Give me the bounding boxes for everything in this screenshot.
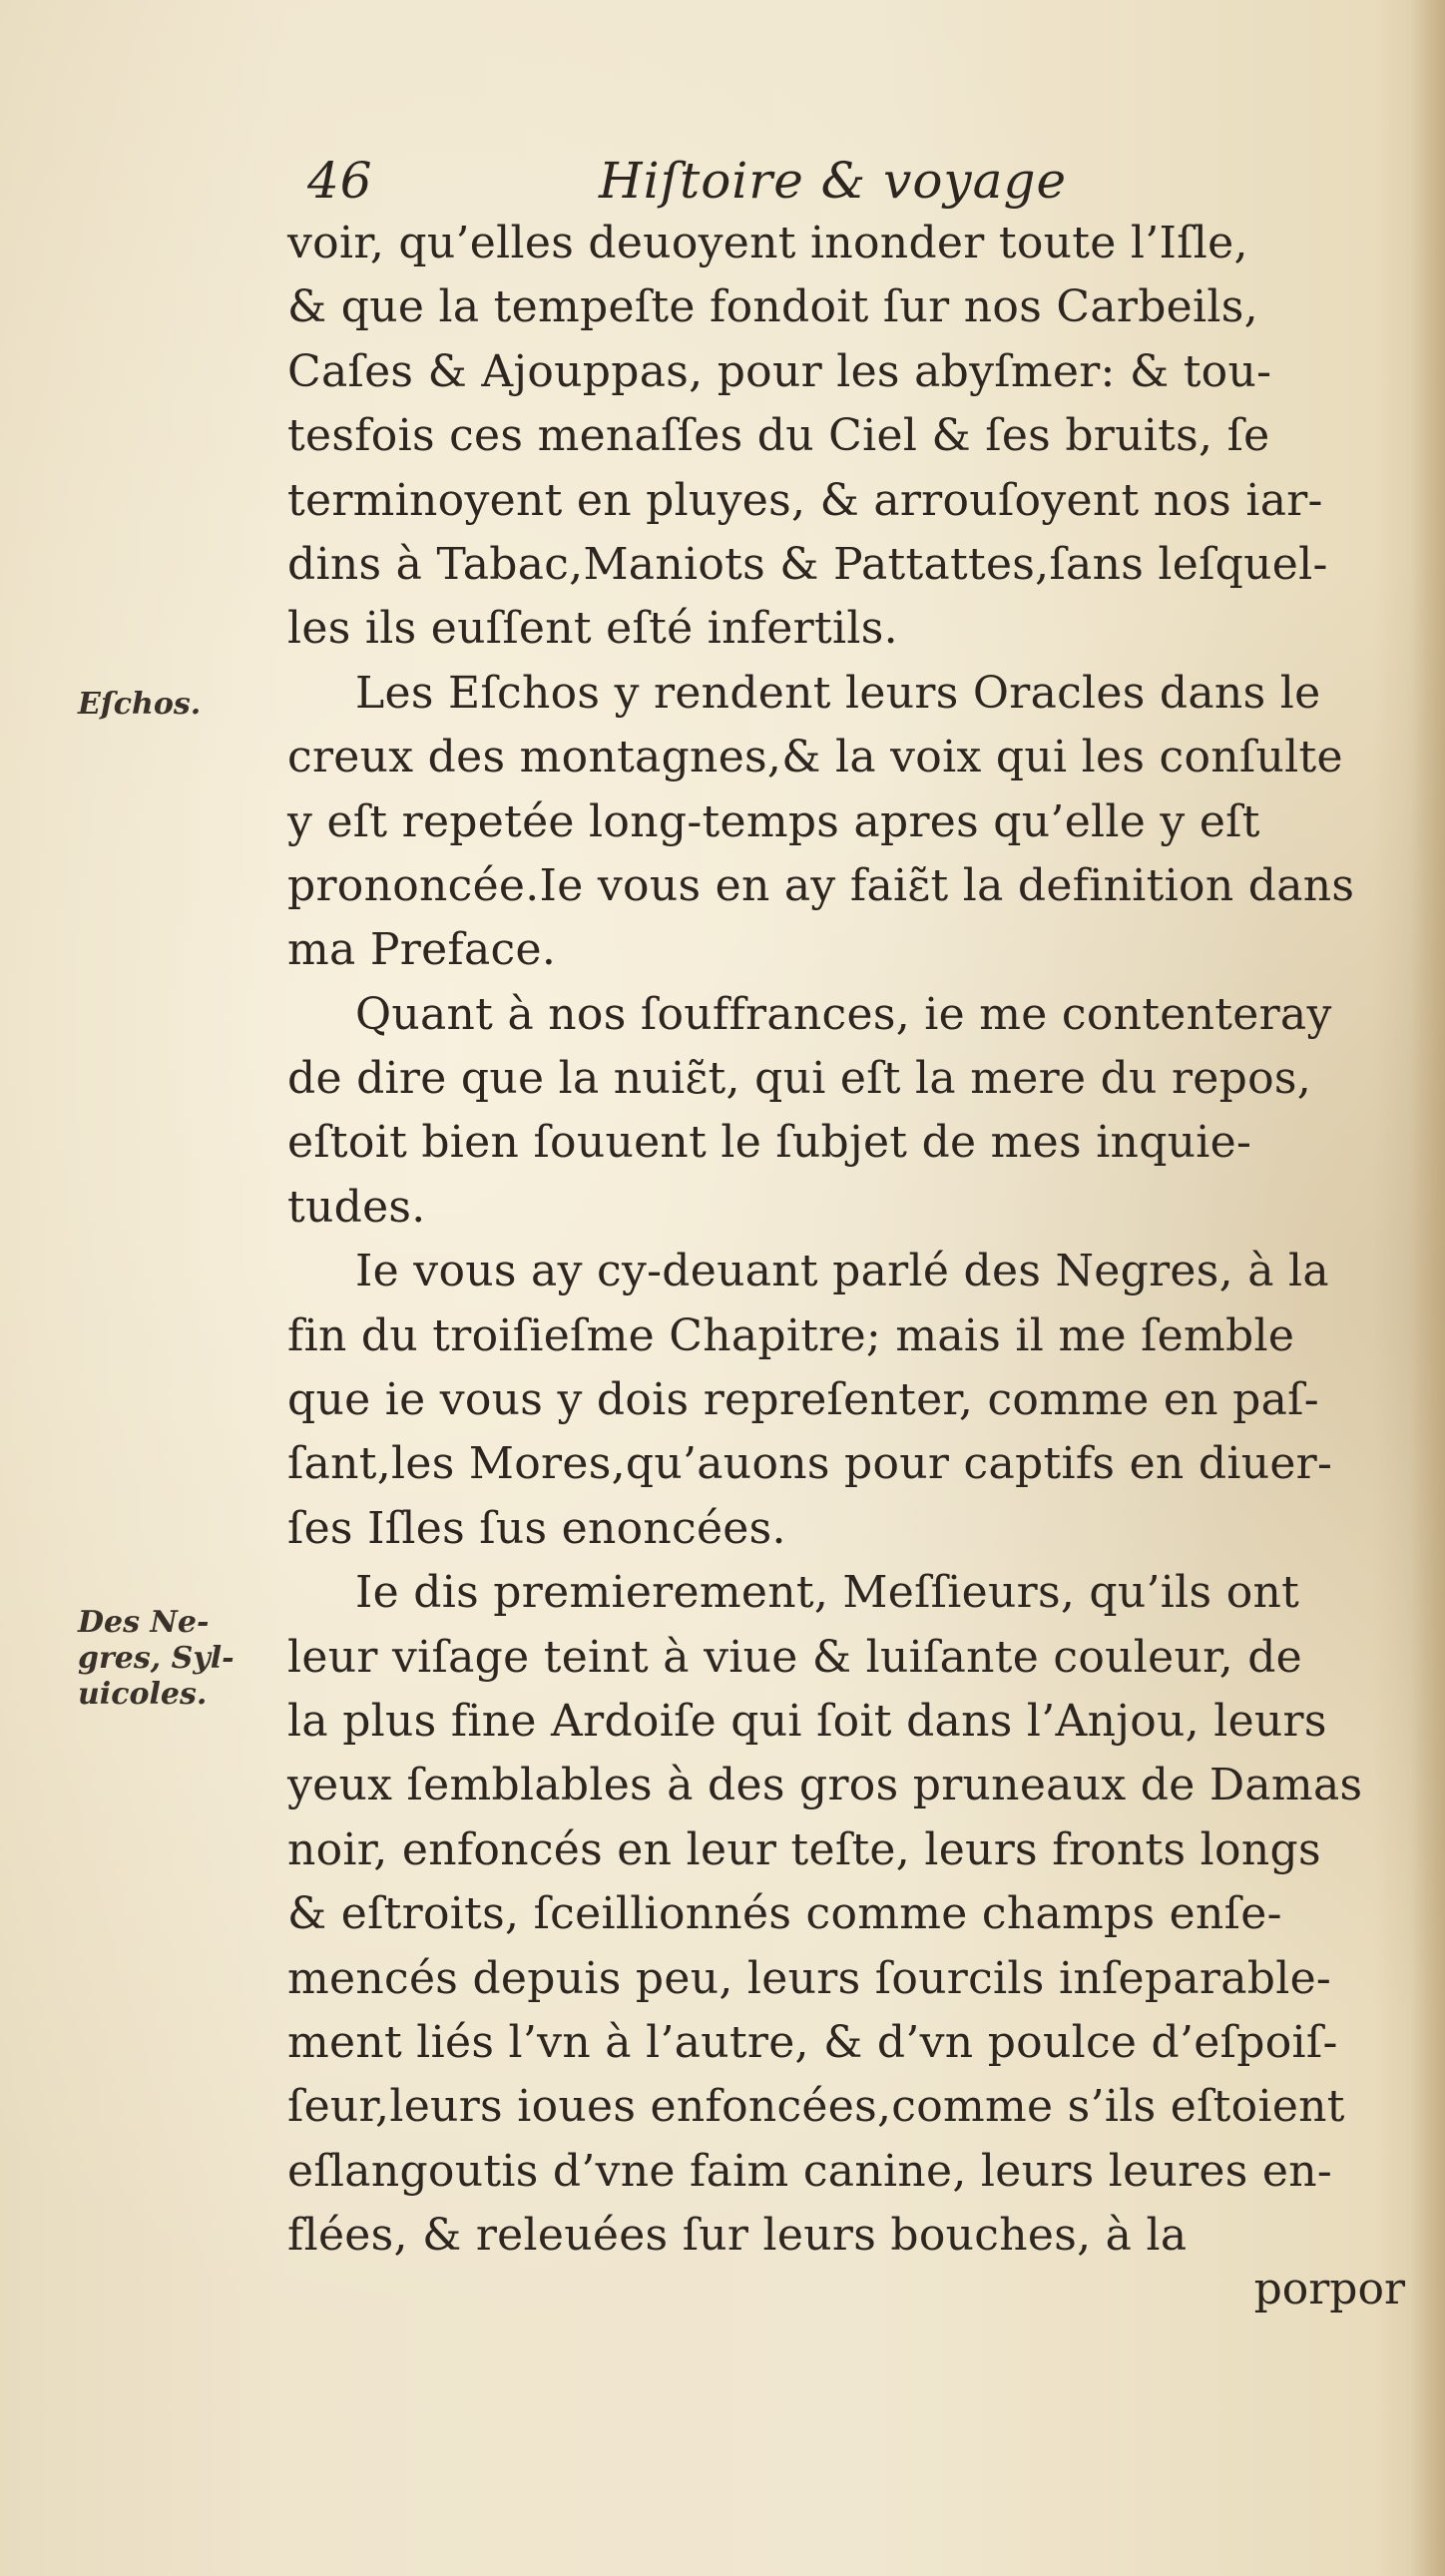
text-line: tudes. bbox=[287, 1181, 426, 1233]
running-title: Hiſtoire & voyage bbox=[599, 152, 1068, 210]
text-line: flées, & releuées ſur leurs bouches, à la bbox=[287, 2210, 1188, 2262]
text-line: fin du troiſieſme Chapitre; mais il me ſemble bbox=[287, 1309, 1295, 1361]
text-line: Quant à nos ſouffrances, ie me contenteray bbox=[355, 988, 1332, 1040]
text-line: de dire que la nuiɛ̃t, qui eſt la mere du repos, bbox=[287, 1053, 1312, 1105]
text-line: ma Preface. bbox=[287, 924, 557, 976]
text-line: mencés depuis peu, leurs ſourcils inſeparable- bbox=[287, 1952, 1332, 2004]
body-text bbox=[287, 212, 1415, 2269]
catchword: porpor bbox=[1253, 2264, 1405, 2315]
text-line: y eſt repetée long-temps apres qu’elle y eſt bbox=[287, 795, 1260, 847]
text-line: & que la tempeſte fondoit ſur nos Carbeils, bbox=[287, 281, 1258, 333]
text-line: eſlangoutis d’vne faim canine, leurs leures en- bbox=[287, 2145, 1333, 2197]
text-line: prononcée.Ie vous en ay faiɛ̃t la definition dans bbox=[287, 859, 1355, 911]
text-line: terminoyent en pluyes, & arrouſoyent nos iar- bbox=[287, 474, 1323, 526]
text-line: voir, qu’elles deuoyent inonder toute l’Iſle, bbox=[287, 218, 1248, 268]
text-line: Caſes & Ajouppas, pour les abyſmer: & tou- bbox=[287, 345, 1272, 397]
text-line: ſeur,leurs ioues enfoncées,comme s’ils eſtoient bbox=[287, 2081, 1345, 2133]
text-line: Ie dis premierement, Meſſieurs, qu’ils ont bbox=[355, 1567, 1300, 1619]
text-line: leur viſage teint à viue & luiſante couleur, de bbox=[287, 1631, 1303, 1683]
margin-note-negres bbox=[78, 1605, 235, 1713]
page-edge-shadow bbox=[1411, 0, 1445, 2576]
margin-note-line: Des Ne- bbox=[78, 1605, 210, 1640]
margin-note-eschos: Eſchos. bbox=[78, 687, 202, 722]
text-line: la plus fine Ardoiſe qui ſoit dans l’Anjou, leurs bbox=[287, 1695, 1327, 1747]
text-line: dins à Tabac,Maniots & Pattattes,ſans leſquel- bbox=[287, 538, 1328, 590]
text-line: Les Eſchos y rendent leurs Oracles dans le bbox=[355, 667, 1321, 719]
text-line: ſant,les Mores,qu’auons pour captifs en diuer- bbox=[287, 1438, 1333, 1490]
text-line: creux des montagnes,& la voix qui les conſulte bbox=[287, 732, 1343, 783]
text-line: & eſtroits, ſceillionnés comme champs enſe- bbox=[287, 1888, 1282, 1940]
text-line: noir, enfoncés en leur teſte, leurs fronts longs bbox=[287, 1823, 1321, 1875]
text-line: eſtoit bien ſouuent le ſubjet de mes inquie- bbox=[287, 1117, 1252, 1169]
text-line: ſes Iſles ſus enoncées. bbox=[287, 1502, 786, 1554]
text-line: les ils euſſent eſté infertils. bbox=[287, 603, 898, 655]
text-line: ment liés l’vn à l’autre, & d’vn poulce d’eſpoiſ- bbox=[287, 2016, 1338, 2068]
text-line: tesfois ces menaſſes du Ciel & ſes bruits, ſe bbox=[287, 410, 1270, 462]
page-number: 46 bbox=[307, 152, 373, 210]
text-line: yeux ſemblables à des gros pruneaux de Damas bbox=[287, 1760, 1363, 1811]
text-line: Ie vous ay cy-deuant parlé des Negres, à la bbox=[355, 1246, 1329, 1297]
margin-note-line: uicoles. bbox=[78, 1677, 208, 1712]
text-line: que ie vous y dois repreſenter, comme en paſ- bbox=[287, 1374, 1319, 1426]
margin-note-line: gres, Syl- bbox=[78, 1641, 235, 1676]
